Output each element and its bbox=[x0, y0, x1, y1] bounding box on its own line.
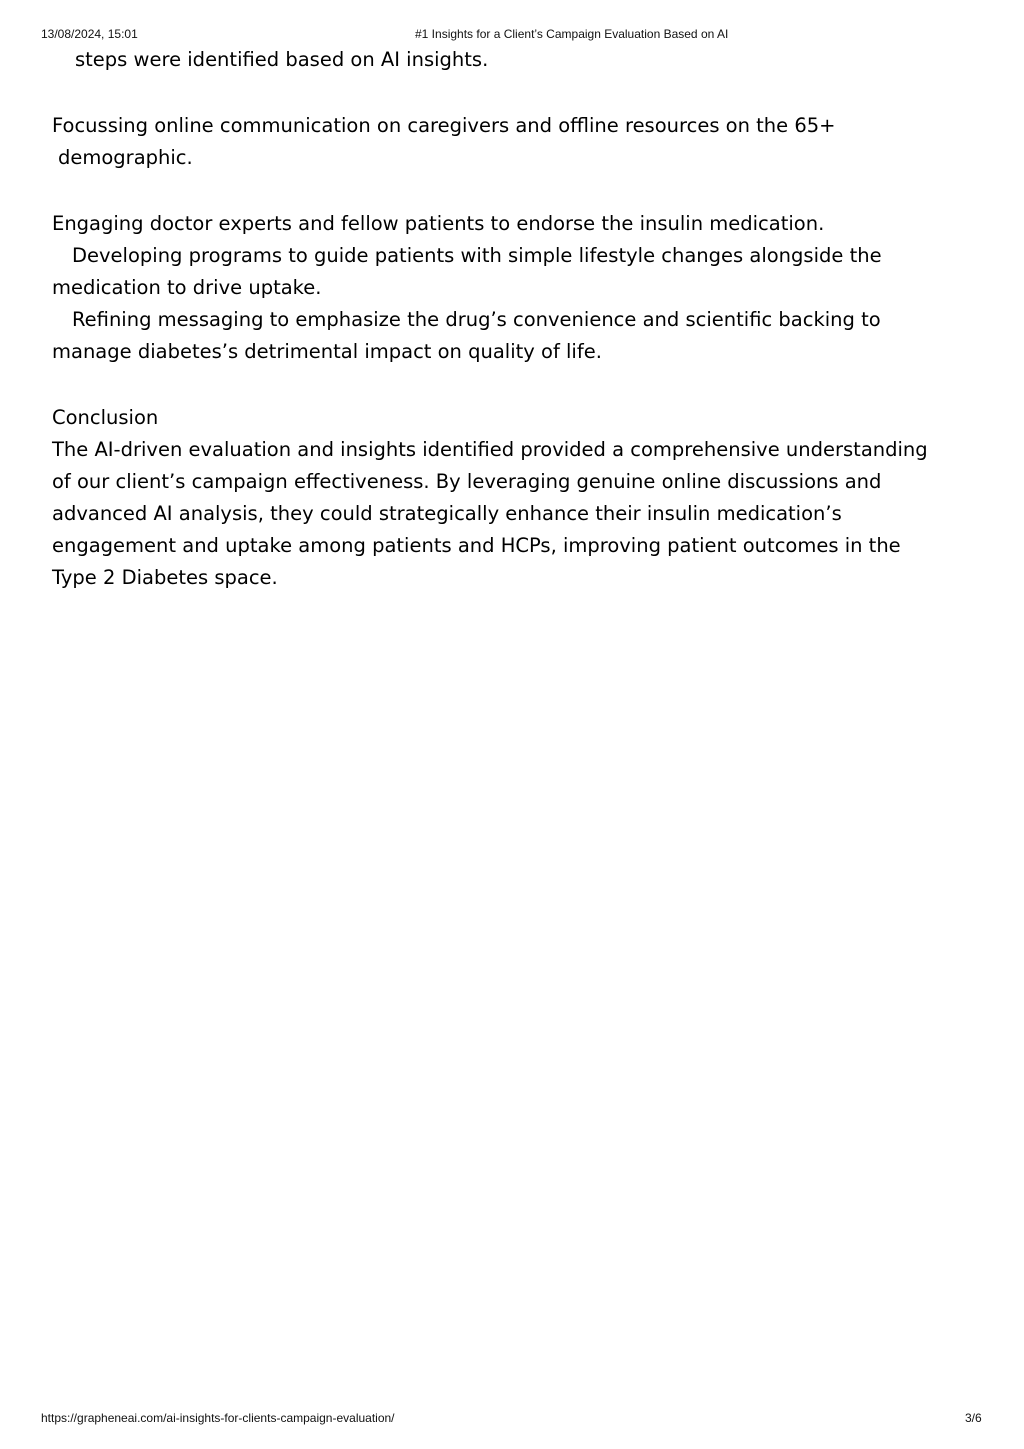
paragraph-gap bbox=[52, 368, 972, 402]
conclusion-line-1: The AI-driven evaluation and insights identified provided a comprehensive understanding bbox=[52, 438, 928, 461]
conclusion-line-2: of our client’s campaign effectiveness. By leveraging genuine online discussions and bbox=[52, 470, 882, 493]
focus-line-2: demographic. bbox=[58, 146, 193, 169]
print-page-title: #1 Insights for a Client’s Campaign Evaluation Based on AI bbox=[415, 27, 729, 41]
page-url: https://grapheneai.com/ai-insights-for-clients-campaign-evaluation/ bbox=[41, 1411, 395, 1425]
engaging-line: Engaging doctor experts and fellow patients to endorse the insulin medication. bbox=[52, 212, 825, 235]
steps-line: steps were identified based on AI insights. bbox=[75, 48, 489, 71]
refining-line-1: Refining messaging to emphasize the drug’s convenience and scientific backing to bbox=[72, 308, 881, 331]
conclusion-line-4: engagement and uptake among patients and HCPs, improving patient outcomes in the bbox=[52, 534, 901, 557]
article-body bbox=[52, 44, 972, 594]
refining-line-2: manage diabetes’s detrimental impact on quality of life. bbox=[52, 340, 602, 363]
conclusion-heading: Conclusion bbox=[52, 406, 159, 429]
developing-line-2: medication to drive uptake. bbox=[52, 276, 322, 299]
paragraph-gap bbox=[52, 174, 972, 208]
conclusion-line-3: advanced AI analysis, they could strategically enhance their insulin medication’s bbox=[52, 502, 842, 525]
focus-line-1: Focussing online communication on caregivers and offline resources on the 65+ bbox=[52, 114, 836, 137]
print-datetime: 13/08/2024, 15:01 bbox=[41, 27, 138, 41]
page-number: 3/6 bbox=[965, 1411, 982, 1425]
developing-line-1: Developing programs to guide patients with simple lifestyle changes alongside the bbox=[72, 244, 882, 267]
print-header bbox=[0, 27, 1024, 43]
print-footer bbox=[0, 1411, 1024, 1427]
conclusion-line-5: Type 2 Diabetes space. bbox=[52, 566, 278, 589]
paragraph-gap bbox=[52, 76, 972, 110]
